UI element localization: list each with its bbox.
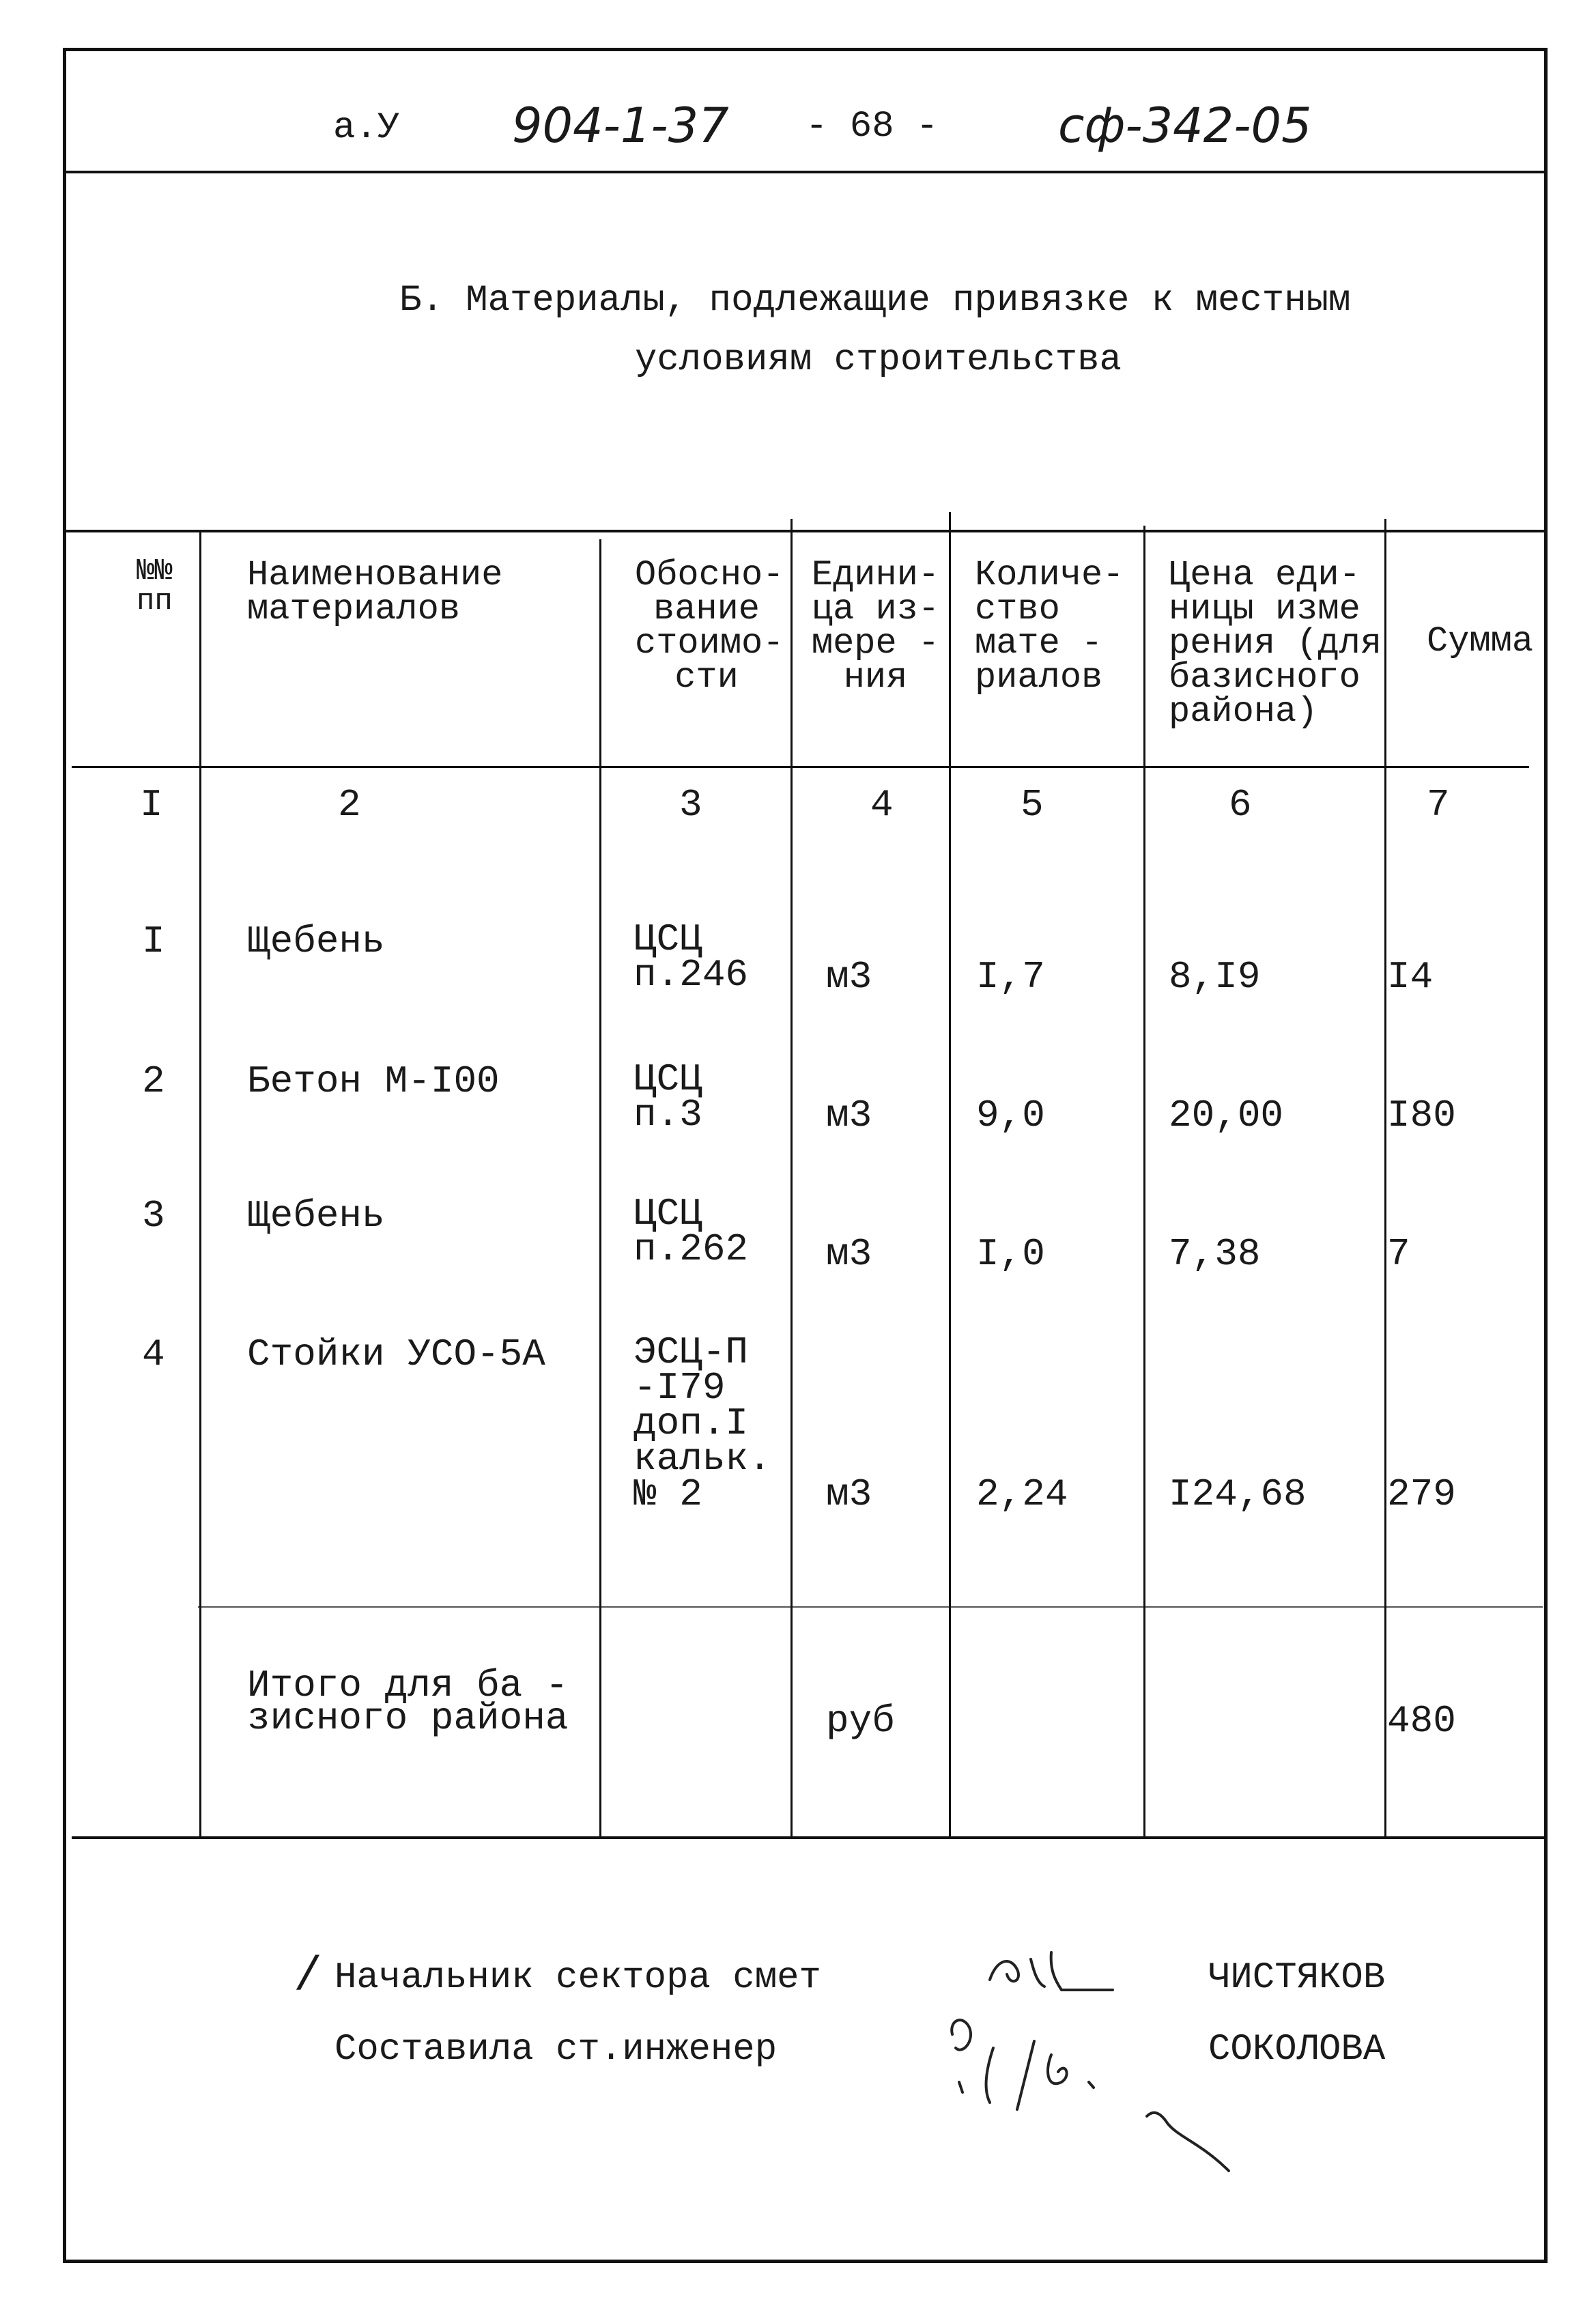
col-number-7: 7	[1427, 783, 1450, 827]
table-bottom-rule	[72, 1836, 1546, 1839]
row-sum: 279	[1387, 1472, 1456, 1516]
row-quantity: I,7	[976, 955, 1045, 999]
row-number: 4	[142, 1333, 165, 1376]
handwritten-signature-1	[969, 1932, 1133, 2007]
row-material-name: Щебень	[247, 1194, 385, 1238]
signature-role-1: Начальник сектора смет	[334, 1957, 821, 1999]
signature-role-2: Составила ст.инженер	[334, 2029, 778, 2070]
col-divider-6	[1384, 519, 1386, 1836]
header-project-code: 904-1-37	[512, 98, 729, 154]
col-divider-4	[949, 512, 951, 1836]
row-unit-price: 8,I9	[1169, 955, 1261, 999]
row-basis: ЦСЦ п.3	[633, 1057, 702, 1137]
row-sum: I80	[1387, 1094, 1456, 1137]
col-header-qty: Количе- ство мате - риалов	[975, 555, 1124, 698]
header-divider	[63, 171, 1548, 173]
row-sum: 7	[1387, 1232, 1410, 1276]
row-number: 3	[142, 1194, 165, 1238]
row-unit-price: I24,68	[1169, 1472, 1307, 1516]
col-number-2: 2	[338, 783, 361, 827]
row-quantity: I,0	[976, 1232, 1045, 1276]
col-header-number: №№ пп	[137, 554, 173, 618]
row-unit-price: 20,00	[1169, 1094, 1284, 1137]
row-material-name: Щебень	[247, 920, 385, 963]
handwritten-signature-2	[942, 2007, 1263, 2184]
row-quantity: 9,0	[976, 1094, 1045, 1137]
total-label: Итого для ба - зисного района	[247, 1664, 569, 1740]
total-unit: руб	[826, 1699, 895, 1743]
header-doc-code: сф-342-05	[1058, 98, 1312, 154]
row-material-name: Стойки УСО-5А	[247, 1333, 545, 1376]
col-divider-5	[1143, 526, 1145, 1836]
col-number-6: 6	[1229, 783, 1252, 827]
signature-slash: /	[294, 1950, 323, 2004]
header-prefix: а.У	[333, 107, 400, 149]
row-unit: м3	[826, 1232, 872, 1276]
row-number: I	[142, 920, 165, 963]
total-sum: 480	[1387, 1699, 1456, 1743]
row-unit: м3	[826, 955, 872, 999]
header-page-number: - 68 -	[806, 106, 939, 147]
col-header-name: Наименование материалов	[247, 555, 503, 629]
row-number: 2	[142, 1059, 165, 1103]
table-total-rule	[198, 1606, 1543, 1608]
col-header-price: Цена еди- ницы изме рения (для базисного района)	[1169, 555, 1382, 732]
col-header-sum: Сумма	[1427, 621, 1534, 661]
row-basis: ЭСЦ-П -I79 доп.I кальк. № 2	[633, 1330, 771, 1516]
row-basis: ЦСЦ п.246	[633, 917, 749, 997]
row-unit-price: 7,38	[1169, 1232, 1261, 1276]
section-title-line2: условиям строительства	[635, 339, 1122, 381]
row-quantity: 2,24	[976, 1472, 1068, 1516]
table-top-rule	[63, 530, 1548, 532]
col-header-basis: Обосно- вание стоимо- сти	[635, 555, 784, 698]
col-divider-2	[599, 539, 601, 1836]
col-divider-1	[199, 530, 201, 1838]
col-number-1: I	[140, 783, 163, 827]
col-divider-3	[790, 519, 793, 1836]
row-basis: ЦСЦ п.262	[633, 1192, 749, 1271]
col-number-5: 5	[1021, 783, 1044, 827]
signature-name-1: ЧИСТЯКОВ	[1208, 1957, 1386, 1999]
table-header-rule	[72, 766, 1529, 768]
signature-name-2: СОКОЛОВА	[1208, 2029, 1386, 2070]
row-sum: I4	[1387, 955, 1434, 999]
section-title-line1: Б. Материалы, подлежащие привязке к местным	[399, 280, 1351, 322]
row-unit: м3	[826, 1472, 872, 1516]
row-unit: м3	[826, 1094, 872, 1137]
row-material-name: Бетон М-I00	[247, 1059, 500, 1103]
col-header-unit: Едини- ца из- мере - ния	[811, 555, 940, 698]
col-number-3: 3	[679, 783, 702, 827]
col-number-4: 4	[870, 783, 894, 827]
